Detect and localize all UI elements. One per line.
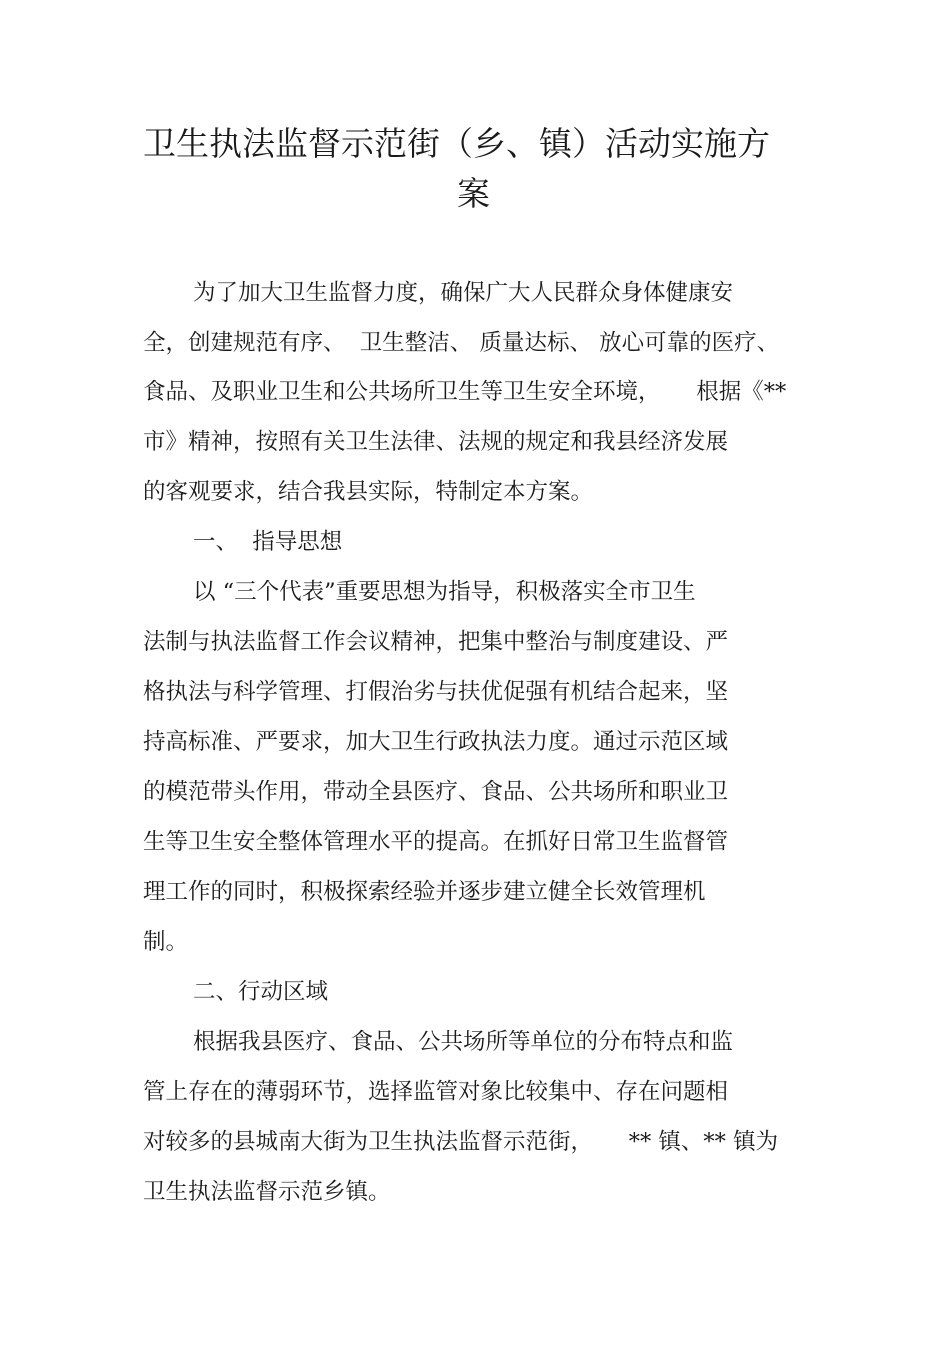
paragraph-line: 根据我县医疗、食品、公共场所等单位的分布特点和监 (193, 1029, 734, 1055)
paragraph-line: 以 “三个代表”重要思想为指导，积极落实全市卫生 (193, 579, 696, 605)
paragraph-line: 持高标准、严要求，加大卫生行政执法力度。通过示范区域 (143, 729, 729, 755)
paragraph-line: 食品、及职业卫生和公共场所卫生等卫生安全环境， 根据《** (143, 379, 787, 405)
section-heading: 二、行动区域 (193, 979, 329, 1005)
paragraph-line: 的模范带头作用，带动全县医疗、食品、公共场所和职业卫 (143, 779, 729, 805)
section-heading: 一、 指导思想 (193, 529, 343, 555)
paragraph-line: 法制与执法监督工作会议精神，把集中整治与制度建设、严 (143, 629, 729, 655)
paragraph-line: 管上存在的薄弱环节，选择监管对象比较集中、存在问题相 (143, 1079, 729, 1105)
paragraph-line: 为了加大卫生监督力度，确保广大人民群众身体健康安 (193, 280, 734, 306)
paragraph-line: 的客观要求，结合我县实际，特制定本方案。 (143, 479, 594, 505)
paragraph-line: 全，创建规范有序、 卫生整洁、 质量达标、 放心可靠的医疗、 (143, 330, 780, 356)
paragraph-line: 市》精神，按照有关卫生法律、法规的规定和我县经济发展 (143, 429, 729, 455)
paragraph-line: 卫生执法监督示范乡镇。 (143, 1179, 391, 1205)
paragraph-line: 制。 (143, 929, 189, 955)
document-title-line-2: 案 (457, 174, 490, 213)
paragraph-line: 生等卫生安全整体管理水平的提高。在抓好日常卫生监督管 (143, 829, 729, 855)
document-title-line-1: 卫生执法监督示范街（乡、镇）活动实施方 (143, 124, 770, 163)
paragraph-line: 理工作的同时，积极探索经验并逐步建立健全长效管理机 (143, 879, 706, 905)
paragraph-line: 格执法与科学管理、打假治劣与扶优促强有机结合起来，坚 (143, 679, 729, 705)
paragraph-line: 对较多的县城南大街为卫生执法监督示范街， ** 镇、** 镇为 (143, 1129, 779, 1155)
